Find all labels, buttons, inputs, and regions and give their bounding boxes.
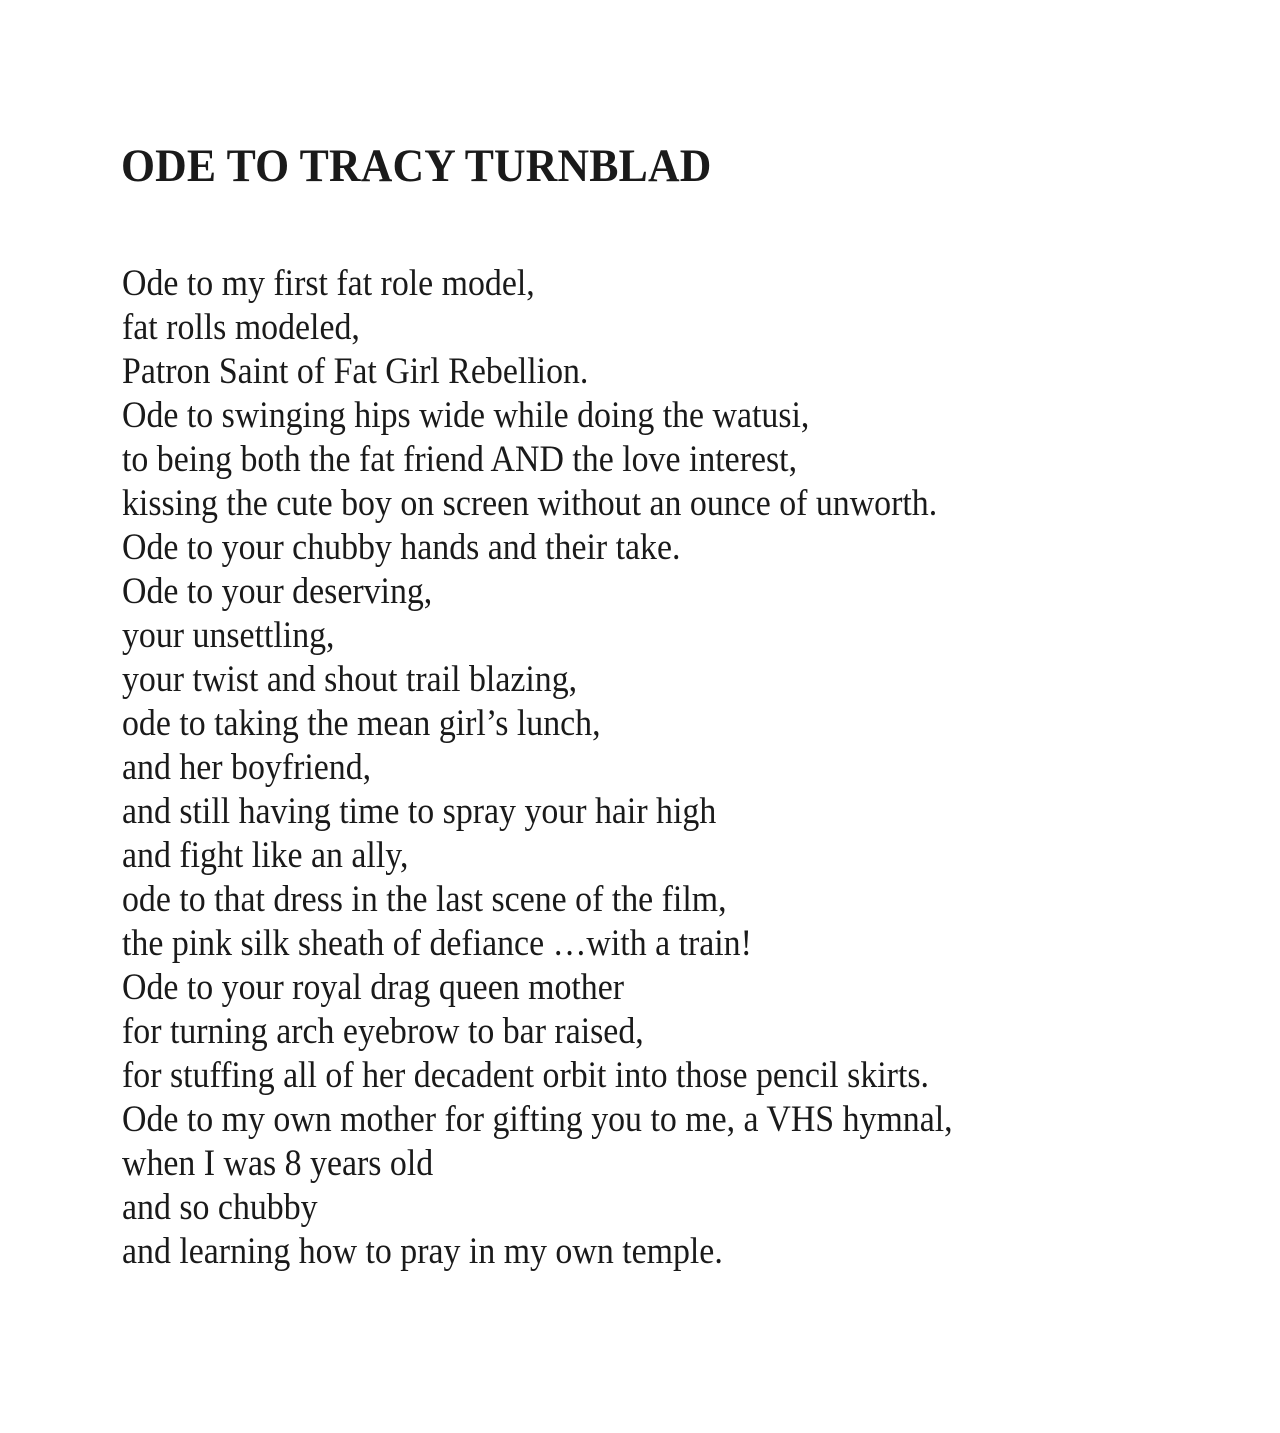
poem-body	[122, 262, 1030, 1274]
poem-line: and still having time to spray your hair high	[122, 791, 717, 832]
poem-line: when I was 8 years old	[122, 1143, 434, 1184]
poem-line: ode to that dress in the last scene of the film,	[122, 879, 727, 920]
poem-line: Ode to swinging hips wide while doing the watusi,	[122, 395, 810, 436]
poem-line: and learning how to pray in my own temple.	[122, 1231, 723, 1272]
poem-line: to being both the fat friend AND the love interest,	[122, 439, 798, 480]
poem-line: Patron Saint of Fat Girl Rebellion.	[122, 351, 589, 392]
poem-line: and fight like an ally,	[122, 835, 409, 876]
poem-line: for turning arch eyebrow to bar raised,	[122, 1011, 644, 1052]
poem-line: your unsettling,	[122, 615, 335, 656]
poem-line: and her boyfriend,	[122, 747, 372, 788]
poem-line: fat rolls modeled,	[122, 307, 360, 348]
poem-line: kissing the cute boy on screen without an ounce of unworth.	[122, 483, 938, 524]
poem-line: Ode to your royal drag queen mother	[122, 967, 625, 1008]
poem-line: Ode to your deserving,	[122, 571, 433, 612]
poem-line: Ode to my first fat role model,	[122, 263, 535, 304]
poem-line: Ode to your chubby hands and their take.	[122, 527, 681, 568]
poem-line: your twist and shout trail blazing,	[122, 659, 578, 700]
poem-title: ODE TO TRACY TURNBLAD	[121, 140, 712, 192]
poem-line: for stuffing all of her decadent orbit into those pencil skirts.	[122, 1055, 930, 1096]
poem-line: ode to taking the mean girl’s lunch,	[122, 703, 601, 744]
poem-line: the pink silk sheath of defiance …with a train!	[122, 923, 752, 964]
poem-line: and so chubby	[122, 1187, 318, 1228]
poem-line: Ode to my own mother for gifting you to me, a VHS hymnal,	[122, 1099, 953, 1140]
